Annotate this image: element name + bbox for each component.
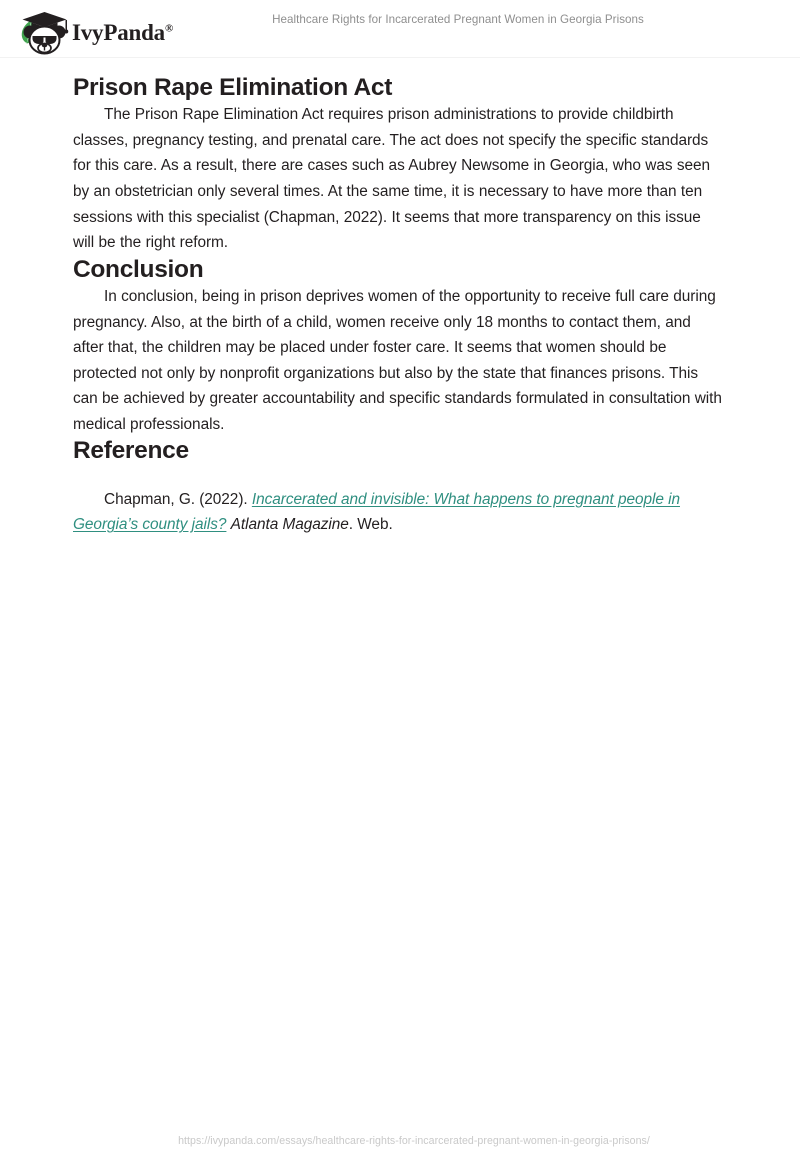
section-heading-conclusion: Conclusion xyxy=(73,255,204,283)
reference-author-year: Chapman, G. (2022). xyxy=(104,490,252,508)
reference-title-link[interactable]: Incarcerated and invisible: What happens to pregnant people in Georgia’s county jails? xyxy=(73,490,680,534)
running-head-document-title: Healthcare Rights for Incarcerated Pregnant Women in Georgia Prisons xyxy=(272,13,644,26)
document-body xyxy=(73,74,723,538)
header-divider xyxy=(0,57,800,58)
footer-source-url[interactable]: https://ivypanda.com/essays/healthcare-rights-for-incarcerated-pregnant-women-in-georgia-prisons/ xyxy=(178,1135,650,1147)
reference-source-name: Atlanta Magazine xyxy=(230,516,349,534)
reference-trailing: . Web. xyxy=(348,516,393,534)
section-paragraph-prea: The Prison Rape Elimination Act requires prison administrations to provide childbirth classes, pregnancy testing, and prenatal care. The act does not specify the specific standards for this care. As a result, there are cases such as Aubrey Newsome in Georgia, who was seen by an obstetrician only several times. At the same time, it is necessary to have more than ten sessions with this specialist (Chapman, 2022). It seems that more transparency on this issue will be the right reform. xyxy=(73,106,711,252)
registered-trademark-icon: ® xyxy=(164,22,174,35)
reference-entry xyxy=(73,487,723,538)
page-header xyxy=(0,0,800,58)
section-heading-reference: Reference xyxy=(73,437,189,465)
page-footer xyxy=(0,1131,800,1149)
section-heading-prea: Prison Rape Elimination Act xyxy=(73,74,393,101)
brand-name-text: IvyPanda xyxy=(72,20,165,45)
section-paragraph-conclusion: In conclusion, being in prison deprives women of the opportunity to receive full care during pregnancy. Also, at the birth of a child, women receive only 18 months to contact them, and after that, the children may be placed under foster care. It seems that women should be protected not only by nonprofit organizations but also by the state that finances prisons. This can be achieved by greater accountability and specific standards formulated in consultation with medical professionals. xyxy=(73,287,722,433)
